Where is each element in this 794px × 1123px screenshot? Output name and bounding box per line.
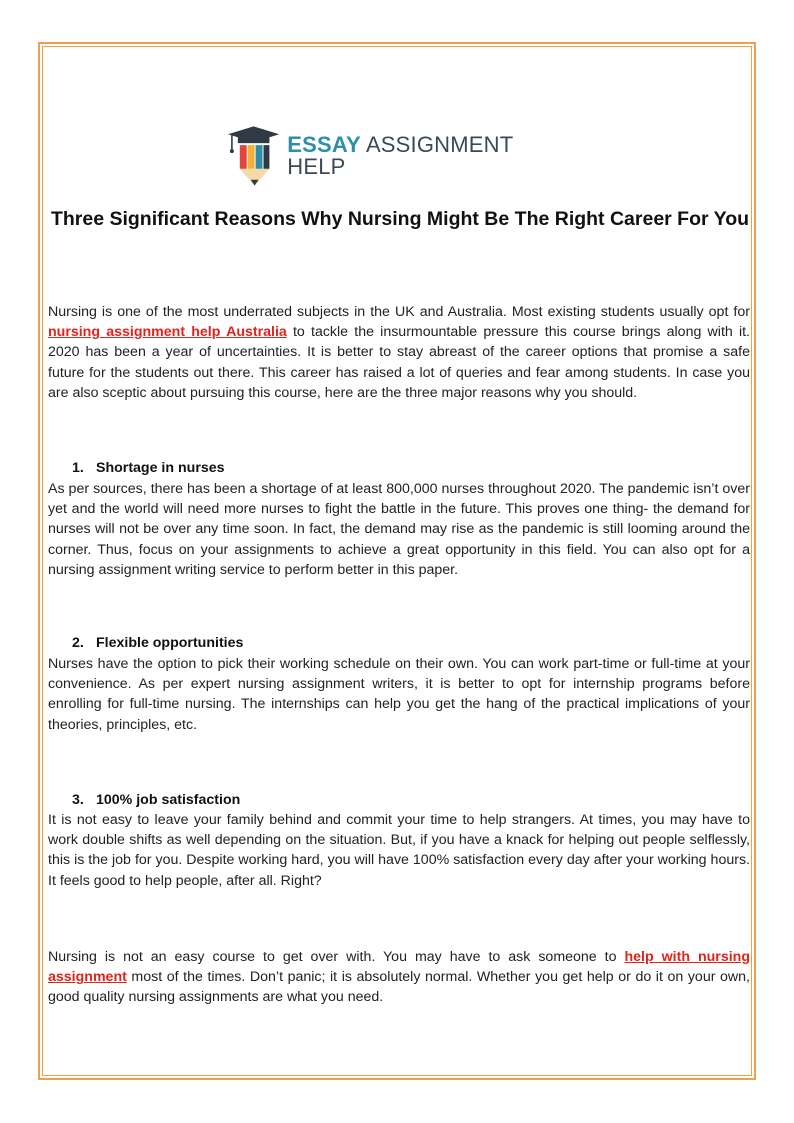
brand-logo [224, 124, 574, 188]
section-2-body: Nurses have the option to pick their working schedule on their own. You can work part-time or full-time at your convenience. As per expert nursing assignment writers, it is better to opt for internship programs before enrolling for full-time nursing. The internships can help you get the hang of the practical implications of your theories, principles, etc. [48, 656, 750, 733]
page-title: Three Significant Reasons Why Nursing Might Be The Right Career For You [50, 208, 750, 230]
section-1-heading [72, 460, 225, 476]
intro-paragraph [48, 302, 750, 403]
section-2-title: Flexible opportunities [96, 635, 244, 651]
section-1-body: As per sources, there has been a shortage of at least 800,000 nurses throughout 2020. The pandemic isn’t over yet and the world will need more nurses to fight the battle in the future. This proves one thing- the demand for nurses will not be over any time soon. In fact, the demand may rise as the pandemic is still looming around the corner. Thus, focus on your assignments to achieve a great opportunity in this field. You can also opt for a nursing assignment writing service to perform better in this paper. [48, 481, 750, 578]
intro-text-1: Nursing is one of the most underrated subjects in the UK and Australia. Most existing students usually opt for [48, 304, 750, 320]
brand-word: ESSAY [287, 132, 361, 157]
section-3-number: 3. [72, 792, 84, 808]
help-with-nursing-assignment-link[interactable]: help with nursing assignment [48, 949, 750, 986]
closing-text-2: most of the times. Don’t panic; it is absolutely normal. Whether you get help or do it on your own, good quality nursing assignments are what you need. [48, 969, 750, 1006]
intro-text-2: to tackle the insurmountable pressure this course brings along with it. 2020 has been a year of uncertainties. It is better to stay abreast of the career options that promise a safe future for the students out there. This career has raised a lot of queries and fear among students. In case you are also sceptic about pursuing this course, here are the three major reasons why you should. [48, 324, 750, 401]
nursing-assignment-help-australia-link[interactable]: nursing assignment help Australia [48, 324, 287, 341]
section-3-title: 100% job satisfaction [96, 792, 241, 808]
section-2-number: 2. [72, 635, 84, 651]
brand-name [287, 134, 574, 178]
section-2-heading [72, 635, 243, 651]
section-3-heading [72, 792, 240, 808]
section-3-body: It is not easy to leave your family behind and commit your time to help strangers. At times, you may have to work double shifts as well depending on the situation. But, if you have a knack for helping out people selflessly, this is the job for you. Despite working hard, you will have 100% satisfaction every day after your working hours. It feels good to help people, after all. Right? [48, 812, 750, 889]
section-1-title: Shortage in nurses [96, 460, 225, 476]
section-1-number: 1. [72, 460, 84, 476]
closing-text-1: Nursing is not an easy course to get over with. You may have to ask someone to [48, 949, 625, 965]
closing-paragraph [48, 947, 750, 1008]
brand-rest: ASSIGNMENT HELP [287, 132, 513, 179]
graduation-pencil-icon [224, 124, 283, 188]
